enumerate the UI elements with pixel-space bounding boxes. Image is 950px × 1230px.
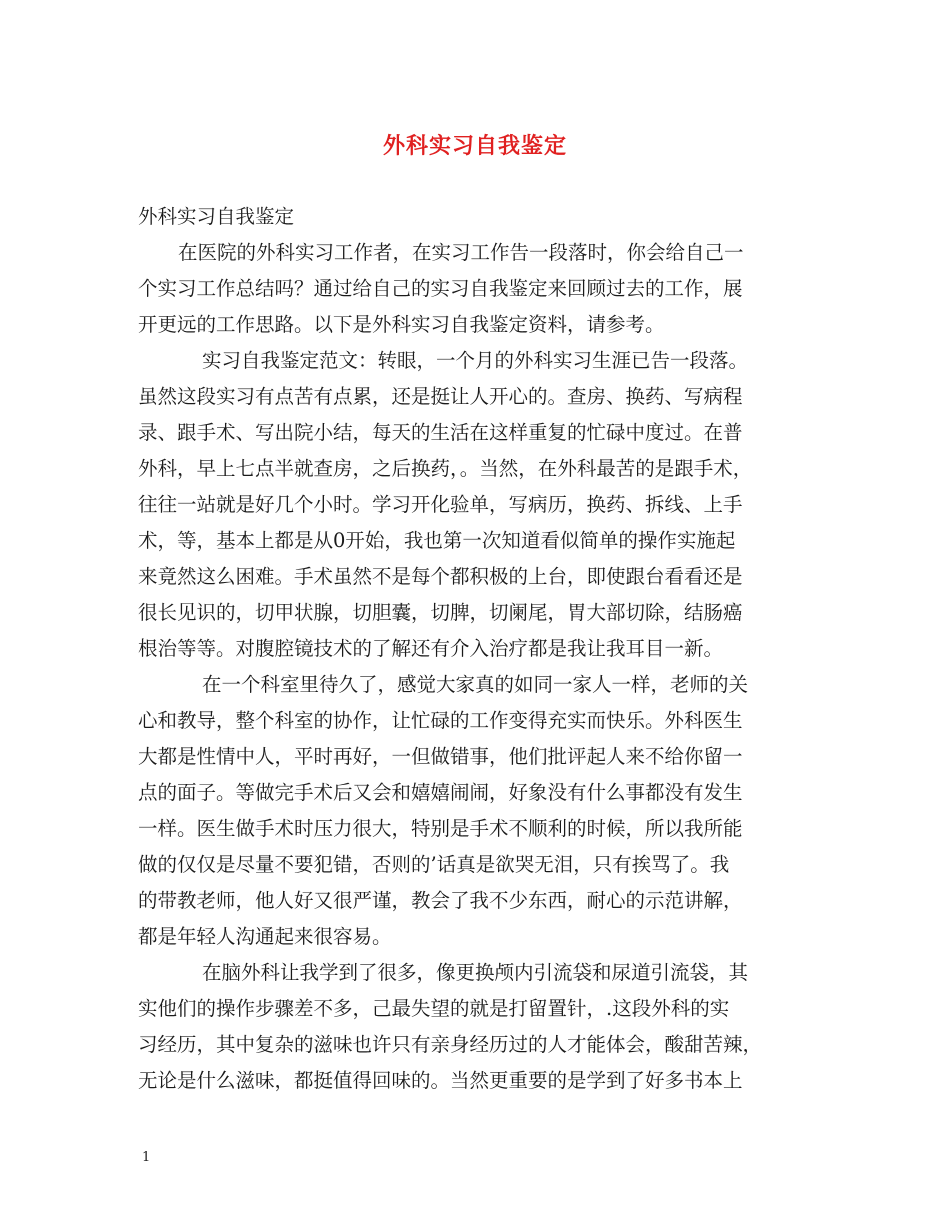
text-line: 实他们的操作步骤差不多，己最失望的就是打留置针，.这段外科的实 — [138, 997, 730, 1020]
text-line: 实习自我鉴定范文：转眼，一个月的外科实习生涯已告一段落。 — [202, 349, 749, 372]
text-line: 无论是什么滋味，都挺值得回味的。当然更重要的是学到了好多书本上 — [138, 1069, 743, 1092]
text-line: 很长见识的，切甲状腺，切胆囊，切脾，切阑尾，胃大部切除，结肠癌 — [138, 601, 743, 624]
text-line: 心和教导，整个科室的协作，让忙碌的工作变得充实而快乐。外科医生 — [138, 709, 743, 732]
text-line: 都是年轻人沟通起来很容易。 — [138, 925, 392, 948]
text-line: 开更远的工作思路。以下是外科实习自我鉴定资料，请参考。 — [138, 313, 665, 336]
text-line: 习经历，其中复杂的滋味也许只有亲身经历过的人才能体会，酸甜苦辣， — [138, 1033, 763, 1056]
text-line: 往往一站就是好几个小时。学习开化验单，写病历，换药、拆线、上手 — [138, 493, 743, 516]
text-line: 虽然这段实习有点苦有点累，还是挺让人开心的。查房、换药、写病程 — [138, 385, 743, 408]
text-line: 外科，早上七点半就查房，之后换药，。当然，在外科最苦的是跟手术， — [138, 457, 753, 480]
text-line-heading: 外科实习自我鉴定 — [138, 205, 295, 228]
text-line: 个实习工作总结吗？通过给自己的实习自我鉴定来回顾过去的工作，展 — [138, 277, 743, 300]
text-line: 根治等等。对腹腔镜技术的了解还有介入治疗都是我让我耳目一新。 — [138, 637, 724, 660]
document-title: 外科实习自我鉴定 — [382, 133, 567, 159]
text-line: 在医院的外科实习工作者，在实习工作告一段落时，你会给自己一 — [178, 241, 744, 264]
text-line: 的带教老师，他人好又很严谨，教会了我不少东西，耐心的示范讲解， — [138, 889, 743, 912]
text-line: 来竟然这么困难。手术虽然不是每个都积极的上台，即使跟台看看还是 — [138, 565, 743, 588]
text-line: 在一个科室里待久了，感觉大家真的如同一家人一样，老师的关 — [202, 673, 749, 696]
document-body — [138, 199, 822, 1099]
text-line: 点的面子。等做完手术后又会和嬉嬉闹闹，好象没有什么事都没有发生 — [138, 781, 743, 804]
text-line: 做的仅仅是尽量不要犯错，否则的’话真是欲哭无泪，只有挨骂了。我 — [138, 853, 730, 876]
text-line: 在脑外科让我学到了很多，像更换颅内引流袋和尿道引流袋，其 — [202, 961, 749, 984]
text-line: 录、跟手术、写出院小结，每天的生活在这样重复的忙碌中度过。在普 — [138, 421, 743, 444]
text-line: 大都是性情中人，平时再好，一但做错事，他们批评起人来不给你留一 — [138, 745, 743, 768]
text-line: 术，等，基本上都是从0开始，我也第一次知道看似简单的操作实施起 — [138, 529, 736, 552]
text-line: 一样。医生做手术时压力很大，特别是手术不顺利的时候，所以我所能 — [138, 817, 743, 840]
page-number: 1 — [142, 1150, 151, 1165]
